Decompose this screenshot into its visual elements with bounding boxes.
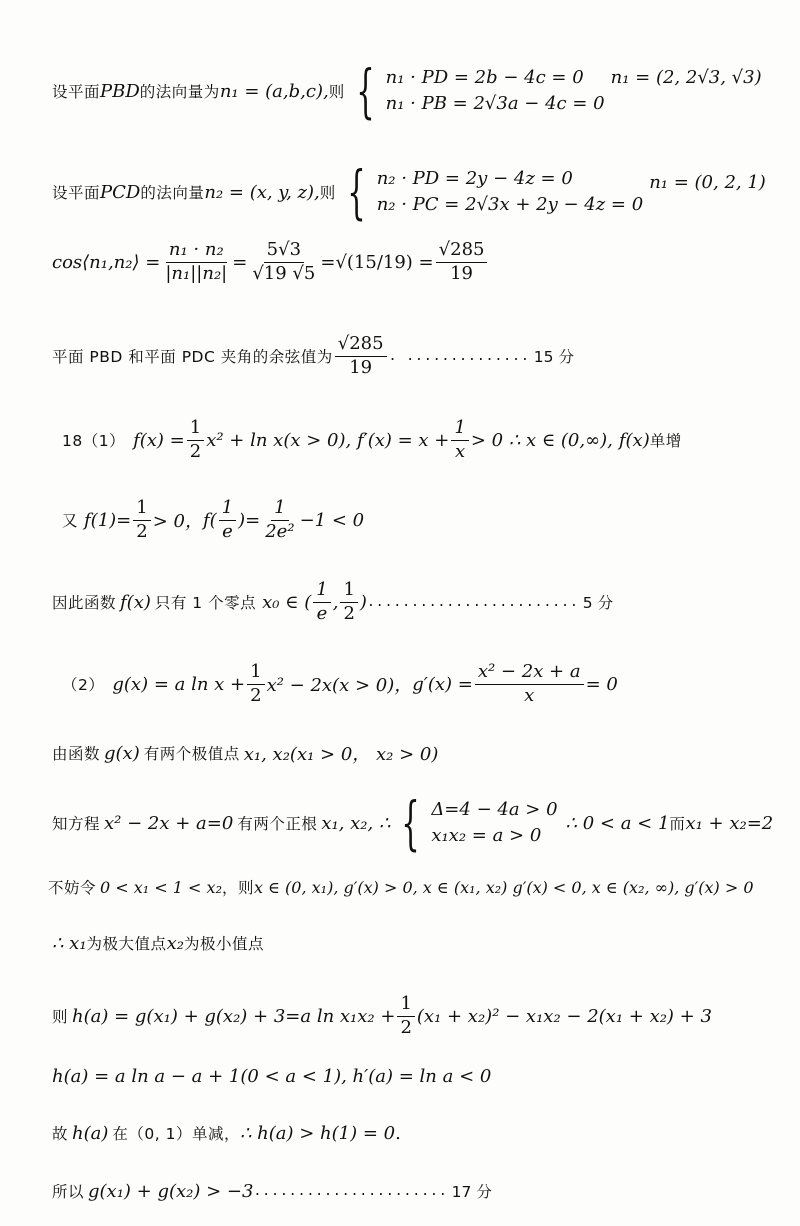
math: x₁, x₂(x₁ > 0， x₂ > 0) — [243, 744, 439, 765]
fraction — [313, 580, 330, 624]
line-q18-part2 — [62, 662, 618, 706]
math: g′(x) = — [412, 673, 473, 695]
fraction — [133, 498, 150, 542]
text: 而 — [669, 815, 686, 833]
line-q18-part1 — [62, 418, 682, 462]
line-unique-zero — [52, 580, 613, 624]
text: 在（0, 1）单减， — [112, 1125, 240, 1143]
score-label: 5 分 — [582, 594, 614, 613]
denominator: 2 — [343, 602, 355, 624]
math: (x₁ + x₂)² − x₁x₂ − 2(x₁ + x₂) + 3 — [416, 1005, 712, 1027]
math: n₁ = (2, 2√3, √3) — [610, 66, 762, 88]
left-brace: { — [355, 57, 375, 125]
math: = 0 — [585, 673, 618, 695]
fraction — [262, 498, 297, 542]
math: n₁ = (0, 2, 1) — [649, 171, 766, 193]
math: > 0 ∴ x ∈ (0,∞), — [470, 429, 613, 451]
score-label: 15 分 — [533, 348, 574, 367]
math: > 0， — [152, 511, 203, 533]
question-label: （2） — [62, 676, 105, 695]
fraction — [187, 418, 204, 462]
math: x₁ + x₂=2 — [685, 812, 774, 834]
text: 的法向量 — [140, 184, 205, 202]
text: 为极大值点 — [86, 935, 167, 953]
denominator: 2e² — [265, 520, 295, 542]
text: 的法向量为 — [139, 83, 220, 101]
line-extrema-type — [52, 932, 264, 954]
math: f( — [202, 509, 217, 531]
math: x ∈ (0, x₁), g′(x) > 0, x ∈ (x₁, x₂) g′(x) < 0, x ∈ (x₂, ∞), g′(x) > 0 — [254, 877, 754, 897]
denominator: 2 — [136, 520, 148, 542]
text: ，则 — [221, 879, 254, 897]
equation: x₁x₂ = a > 0 — [431, 825, 542, 846]
denominator: e — [222, 520, 233, 542]
leader-dots: ........................ — [366, 594, 579, 610]
left-brace: { — [401, 789, 421, 857]
denominator: 2 — [189, 440, 202, 462]
math: x² + ln x(x > 0), f′(x) = x + — [206, 429, 450, 451]
math: g(x) = a ln x + — [112, 673, 246, 695]
math: h(a) = a ln a − a + 1(0 < a < 1), h′(a) = ln a < 0 — [52, 1066, 492, 1087]
fraction — [162, 240, 230, 284]
math: f(x) — [618, 429, 650, 451]
numerator: 1 — [219, 498, 236, 521]
math: PBD — [100, 80, 140, 102]
text: 则 — [319, 184, 336, 202]
left-brace: { — [347, 158, 366, 226]
math: ) — [359, 591, 367, 613]
text: 又 — [62, 512, 79, 531]
text: 知方程 — [52, 815, 101, 833]
numerator: √285 — [335, 334, 387, 357]
equation-system — [377, 166, 644, 218]
denominator: e — [316, 602, 328, 624]
equation-system — [386, 65, 605, 117]
line-plane-pbd-normal — [52, 57, 762, 125]
numerator: √285 — [436, 240, 488, 263]
math: x₁, x₂, ∴ — [321, 812, 391, 834]
math: x² − 2x + a=0 — [104, 812, 234, 834]
equation: Δ=4 − 4a > 0 — [431, 798, 558, 820]
fraction — [219, 498, 236, 542]
denominator: x — [524, 684, 535, 706]
text: 设平面 — [52, 184, 101, 202]
line-h-simplified — [52, 1066, 491, 1087]
text: 有两个正根 — [237, 815, 318, 833]
score-label: 17 分 — [451, 1183, 492, 1201]
numerator: x² − 2x + a — [475, 662, 584, 685]
numerator: 1 — [271, 498, 288, 521]
denominator: 2 — [400, 1016, 412, 1038]
math: f(x) = — [133, 429, 185, 451]
math: −1 < 0 — [299, 509, 365, 531]
numerator: 1 — [451, 418, 468, 441]
equation: n₁ · PB = 2√3a − 4c = 0 — [385, 93, 605, 114]
text: 有两个极值点 — [143, 745, 240, 763]
math: )= — [238, 509, 261, 531]
math: 0 < x₁ < 1 < x₂ — [100, 877, 222, 897]
math: g(x) — [104, 742, 140, 764]
equation: n₂ · PD = 2y − 4z = 0 — [376, 167, 573, 189]
line-monotonicity — [48, 876, 754, 898]
text: 不妨令 — [48, 879, 97, 897]
leader-dots: ...................... — [253, 1183, 448, 1199]
text: 只有 1 个零点 — [154, 594, 257, 613]
line-quadratic-roots — [52, 789, 774, 857]
fraction — [247, 662, 264, 706]
numerator: 1 — [313, 580, 330, 603]
line-sign-check — [62, 498, 364, 542]
line-cosine: cos⟨n₁,n₂⟩ = $\frac{\text{n₁ · n₂}}{\text{|n₁||n₂|}}$ = $\frac{5√3}{√19 √5}$ = √(15/19) = $\frac{√285}{19}$ — [52, 240, 489, 284]
denominator: |n₁||n₂| — [165, 262, 228, 284]
math: x₀ ∈ ( — [262, 591, 312, 613]
text: 为极小值点 — [183, 935, 264, 953]
line-cosine-conclusion — [52, 334, 574, 378]
equation-system — [431, 797, 557, 849]
denominator: x — [455, 440, 466, 462]
fraction — [436, 240, 488, 284]
text: 因此函数 — [52, 594, 117, 613]
math: x² − 2x(x > 0)， — [266, 675, 413, 697]
fraction — [451, 418, 468, 462]
line-final-conclusion — [52, 1180, 492, 1202]
math: , — [332, 591, 339, 613]
text: 单增 — [649, 432, 682, 451]
line-two-extrema — [52, 740, 438, 766]
math: ∴ 0 < a < 1 — [565, 812, 670, 834]
equation: n₁ · PD = 2b − 4c = 0 — [385, 66, 584, 88]
numerator: 1 — [133, 498, 150, 521]
numerator: 5√3 — [264, 240, 304, 263]
math: n₂ = (x, y, z), — [204, 181, 320, 203]
math: x₂ — [166, 932, 184, 954]
denominator: √19 √5 — [252, 262, 316, 284]
numerator: n₁ · n₂ — [166, 240, 227, 263]
math: ∴ x₁ — [52, 932, 87, 954]
math: PCD — [100, 181, 141, 203]
text: 则 — [328, 83, 345, 101]
math: . — [395, 1122, 401, 1144]
text: 故 — [52, 1125, 69, 1143]
fraction — [249, 240, 318, 284]
text: 由函数 — [52, 745, 101, 763]
math: f(x) — [120, 591, 151, 613]
text: 平面 PBD 和平面 PDC 夹角的余弦值为 — [52, 348, 333, 367]
line-h-decreasing — [52, 1122, 401, 1144]
math: cos⟨n₁,n₂⟩ = — [52, 251, 161, 273]
numerator: 1 — [247, 662, 264, 685]
denominator: 2 — [250, 684, 262, 706]
denominator: 19 — [450, 262, 473, 284]
text: 设平面 — [52, 83, 101, 101]
math: n₁ = (a,b,c), — [219, 80, 329, 102]
equation: n₂ · PC = 2√3x + 2y − 4z = 0 — [376, 194, 644, 215]
numerator: 1 — [187, 418, 204, 441]
question-label: 18（1） — [62, 432, 126, 451]
leader-dots: . .............. — [388, 348, 530, 364]
math: g(x₁) + g(x₂) > −3 — [88, 1180, 254, 1202]
math: h(a) = g(x₁) + g(x₂) + 3=a ln x₁x₂ + — [72, 1005, 396, 1027]
text: 则 — [52, 1008, 69, 1027]
denominator: 19 — [349, 356, 373, 378]
fraction — [335, 334, 387, 378]
line-plane-pcd-normal — [52, 158, 766, 226]
fraction — [340, 580, 357, 624]
text: 所以 — [52, 1183, 85, 1201]
fraction — [397, 994, 414, 1038]
math: f(1)= — [84, 509, 132, 531]
numerator: 1 — [340, 580, 357, 603]
line-h-definition — [52, 994, 712, 1038]
math: h(a) — [72, 1122, 109, 1144]
fraction — [475, 662, 584, 706]
math: √(15/19) — [335, 251, 413, 273]
numerator: 1 — [397, 994, 414, 1017]
math: ∴ h(a) > h(1) = 0 — [239, 1122, 396, 1144]
